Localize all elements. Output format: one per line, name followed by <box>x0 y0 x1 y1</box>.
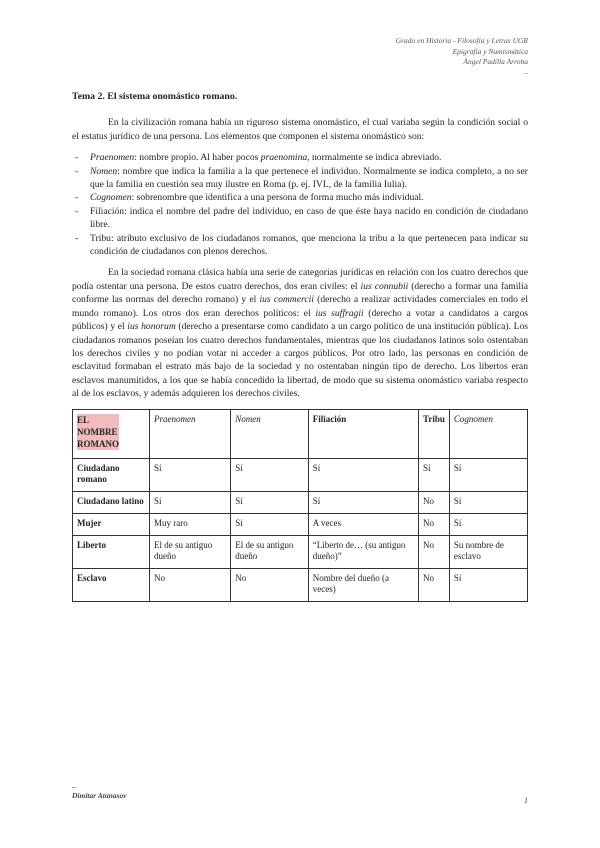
table-cell: El de su antiguo dueño <box>231 535 309 568</box>
text-run: (derecho a realizar actividades comerciales en todo el mundo romano). Los otros dos eran derechos políticos: el <box>72 294 528 319</box>
ius-connubii: ius connubii <box>360 280 409 292</box>
definition: : nombre que indica la familia a la que pertenece el individuo. Normalmente se indica completo, a no ser que la familia en cuestión sea muy ilustre en Roma (p. ej. IVL, de la familia Iulia). <box>90 165 528 191</box>
table-cell: Sí <box>449 568 527 601</box>
onomastic-elements-list <box>72 151 528 258</box>
table-row <box>73 458 528 491</box>
list-item-praenomen <box>72 151 528 164</box>
table-cell: No <box>231 568 309 601</box>
text-run: En la sociedad romana clásica había una serie de categorías jurídicas en relación con los cuatro derechos que podía ostentar una persona. De estos cuatro derechos, dos eran civiles: el <box>72 267 528 292</box>
roman-name-table <box>72 409 528 602</box>
row-header: Ciudadano latino <box>73 491 150 513</box>
table-cell: Sí <box>449 513 527 535</box>
table-cell: Sí <box>150 458 231 491</box>
table-cell: Sí <box>231 458 309 491</box>
table-row <box>73 568 528 601</box>
footer-dash: – <box>72 782 76 791</box>
table-cell: Sí <box>419 458 450 491</box>
list-item-tribu <box>72 232 528 259</box>
text-run: (derecho a formar una familia conforme las normas del derecho romano) y el <box>72 280 528 306</box>
table-cell: Sí <box>150 491 231 513</box>
header-degree: Grado en Historia - Filosofía y Letras UGR <box>395 36 528 45</box>
table-cell: Sí <box>449 491 527 513</box>
ius-honorum: ius honorum <box>127 321 176 333</box>
table-cell: Sí <box>231 513 309 535</box>
term-plural: praenomina <box>260 152 308 164</box>
page-number: 1 <box>524 796 528 805</box>
definition: Tribu: atributo exclusivo de los ciudadanos romanos, que menciona la tribu a la que pertenecen para indicar su condición de ciudadanos con plenos derechos. <box>90 232 528 258</box>
rights-paragraph <box>72 266 528 400</box>
list-item-filiacion <box>72 205 528 232</box>
ius-commercii: ius commercii <box>259 294 314 306</box>
row-header: Mujer <box>73 513 150 535</box>
table-cell: El de su antiguo dueño <box>150 535 231 568</box>
column-header-nomen: Nomen <box>231 409 309 458</box>
definition: : nombre propio. Al haber pocos <box>134 152 261 164</box>
term: Nomen <box>90 165 118 177</box>
table-cell: No <box>419 535 450 568</box>
table-cell: Muy raro <box>150 513 231 535</box>
table-cell: No <box>419 513 450 535</box>
column-header-tribu: Tribu <box>419 409 450 458</box>
row-header: Esclavo <box>73 568 150 601</box>
table-cell: No <box>150 568 231 601</box>
column-header-cognomen: Cognomen <box>449 409 527 458</box>
text-run: (derecho a votar a candidatos a cargos públicos) y el <box>72 307 528 333</box>
ius-suffragii: ius suffragii <box>315 307 364 319</box>
table-header-row <box>73 409 528 458</box>
definition: : sobrenombre que identifica a una persona de forma mucho más individual. <box>131 192 424 204</box>
header-professor: Ángel Padilla Arroba <box>463 57 528 66</box>
page-header <box>396 36 528 78</box>
term: Praenomen <box>90 152 135 164</box>
table-cell: Sí <box>308 491 418 513</box>
header-course: Epigrafía y Numismática <box>452 46 528 56</box>
row-header: Ciudadano romano <box>73 458 150 491</box>
header-dash: – <box>524 67 528 77</box>
table-cell: Sí <box>449 458 527 491</box>
table-corner-label <box>77 414 119 450</box>
row-header: Liberto <box>73 535 150 568</box>
document-title: Tema 2. El sistema onomástico romano. <box>72 91 238 102</box>
text-run: (derecho a presentarse como candidato a un cargo político de una institución pública). Los ciudadanos romanos poseían los cuatro derechos fundamentales, mientras que los ciudadanos latinos solo ostentaban los derechos civiles y no podían votar ni acceder a cargos públicos. Por otro lado, las personas en condición de esclavitud formaban el estrato más bajo de la sociedad y no ostentaban ningún tipo de derecho. Los libertos eran esclavos manumitidos, a los que se había concedido la libertad, de modo que su sistema onomástico variaba respecto al de los esclavos, y además adquieren los derechos civiles. <box>72 321 528 400</box>
list-bullet: - <box>75 205 79 217</box>
definition-end: , normalmente se indica abreviado. <box>307 152 442 164</box>
document-body <box>72 90 528 602</box>
footer-author: Dimitar Atanasov <box>72 791 127 800</box>
list-item-nomen <box>72 165 528 192</box>
page-footer-author <box>72 782 127 800</box>
list-bullet: - <box>75 192 79 204</box>
column-header-praenomen: Praenomen <box>150 409 231 458</box>
table-row <box>73 535 528 568</box>
corner-line: EL <box>77 414 90 425</box>
term: Cognomen <box>90 192 132 204</box>
table-cell: No <box>419 568 450 601</box>
table-cell: No <box>419 491 450 513</box>
corner-line: NOMBRE <box>77 426 118 437</box>
table-cell: Su nombre de esclavo <box>449 535 527 568</box>
table-cell: A veces <box>308 513 418 535</box>
table-cell: “Liberto de… (su antiguo dueño)” <box>308 535 418 568</box>
table-cell: Nombre del dueño (a veces) <box>308 568 418 601</box>
table-cell: Sí <box>308 458 418 491</box>
table-corner-cell <box>73 409 150 458</box>
list-item-cognomen <box>72 191 528 204</box>
list-bullet: - <box>75 232 79 244</box>
table-row <box>73 491 528 513</box>
table-row <box>73 513 528 535</box>
table-cell: Sí <box>231 491 309 513</box>
list-bullet: - <box>75 152 79 164</box>
definition: Filiación: indica el nombre del padre del individuo, en caso de que éste haya nacido en condición de ciudadano libre. <box>90 205 528 231</box>
list-bullet: - <box>75 165 79 177</box>
intro-paragraph: En la civilización romana había un riguroso sistema onomástico, el cual variaba según la condición social o el estatus jurídico de una persona. Los elementos que componen el sistema onomástico son: <box>72 117 528 142</box>
corner-line: ROMANO <box>77 438 119 449</box>
column-header-filiacion: Filiación <box>308 409 418 458</box>
